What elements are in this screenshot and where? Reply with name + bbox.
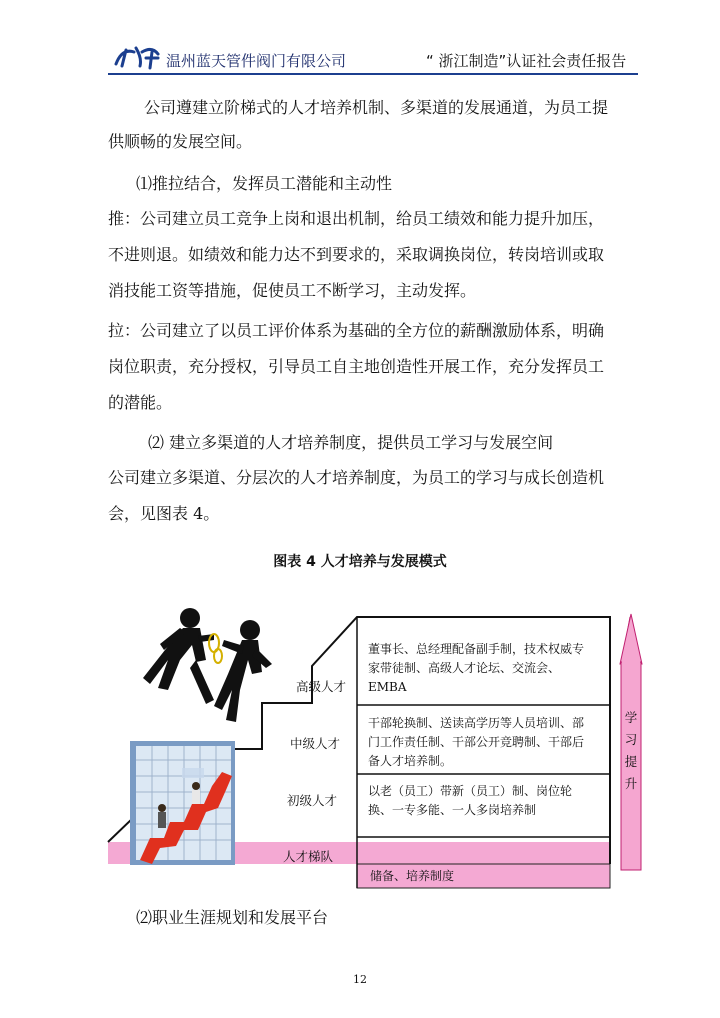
page-number: 12 xyxy=(353,973,367,986)
middle-description-line: 备人才培养制。 xyxy=(368,754,453,768)
arrow-char: 习 xyxy=(624,732,638,747)
svg-text:飞龙: 飞龙 xyxy=(112,44,114,45)
staircase-photo xyxy=(130,741,235,865)
figure-caption: 图表 4 人才培养与发展模式 xyxy=(273,554,447,570)
tier-label-base: 人才梯队 xyxy=(283,849,334,864)
arrow-char: 升 xyxy=(624,776,638,791)
paragraph-line: 不进则退。如绩效和能力达不到要求的，采取调换岗位，转岗培训或取 xyxy=(108,245,605,264)
base-description: 储备、培养制度 xyxy=(370,869,455,883)
section-heading: ⑴推拉结合，发挥员工潜能和主动性 xyxy=(136,174,393,193)
senior-description-line: EMBA xyxy=(368,680,407,694)
paragraph-line: 公司遵建立阶梯式的人才培养机制、多渠道的发展通道，为员工提 xyxy=(144,98,609,117)
junior-description-line: 以老（员工）带新（员工）制、岗位轮 xyxy=(368,784,573,798)
tier-label-junior: 初级人才 xyxy=(287,793,338,808)
tier-label-middle: 中级人才 xyxy=(290,736,341,751)
paragraph-line: 消技能工资等措施，促使员工不断学习，主动发挥。 xyxy=(108,281,477,300)
arrow-char: 学 xyxy=(624,710,638,725)
paragraph-line: 会，见图表 4。 xyxy=(108,504,220,523)
paragraph-line: 公司建立多渠道、分层次的人才培养制度，为员工的学习与成长创造机 xyxy=(108,468,605,487)
tier-label-senior: 高级人才 xyxy=(296,679,347,694)
middle-description-line: 门工作责任制、干部公开竞聘制、干部后 xyxy=(368,735,585,749)
middle-description-line: 干部轮换制、送读高学历等人员培训、部 xyxy=(368,716,585,730)
runners-illustration xyxy=(143,608,272,722)
section-heading: ⑵职业生涯规划和发展平台 xyxy=(136,908,329,927)
senior-description-line: 董事长、总经理配备副手制，技术权威专 xyxy=(368,642,585,656)
paragraph-line: 的潜能。 xyxy=(108,393,173,412)
senior-description-line: 家带徒制、高级人才论坛、交流会、 xyxy=(368,661,561,675)
junior-description-line: 换、一专多能、一人多岗培养制 xyxy=(368,803,537,817)
paragraph-line: 推：公司建立员工竞争上岗和退出机制，给员工绩效和能力提升加压， xyxy=(108,209,605,228)
paragraph-line: 岗位职责，充分授权，引导员工自主地创造性开展工作，充分发挥员工 xyxy=(108,357,605,376)
section-heading: ⑵ 建立多渠道的人才培养制度，提供员工学习与发展空间 xyxy=(148,433,554,452)
report-title: “ 浙江制造”认证社会责任报告 xyxy=(426,52,627,70)
arrow-char: 提 xyxy=(624,754,638,769)
paragraph-line: 供顺畅的发展空间。 xyxy=(108,132,253,151)
company-name: 温州蓝天管件阀门有限公司 xyxy=(166,52,347,70)
paragraph-line: 拉：公司建立了以员工评价体系为基础的全方位的薪酬激励体系，明确 xyxy=(108,321,605,340)
